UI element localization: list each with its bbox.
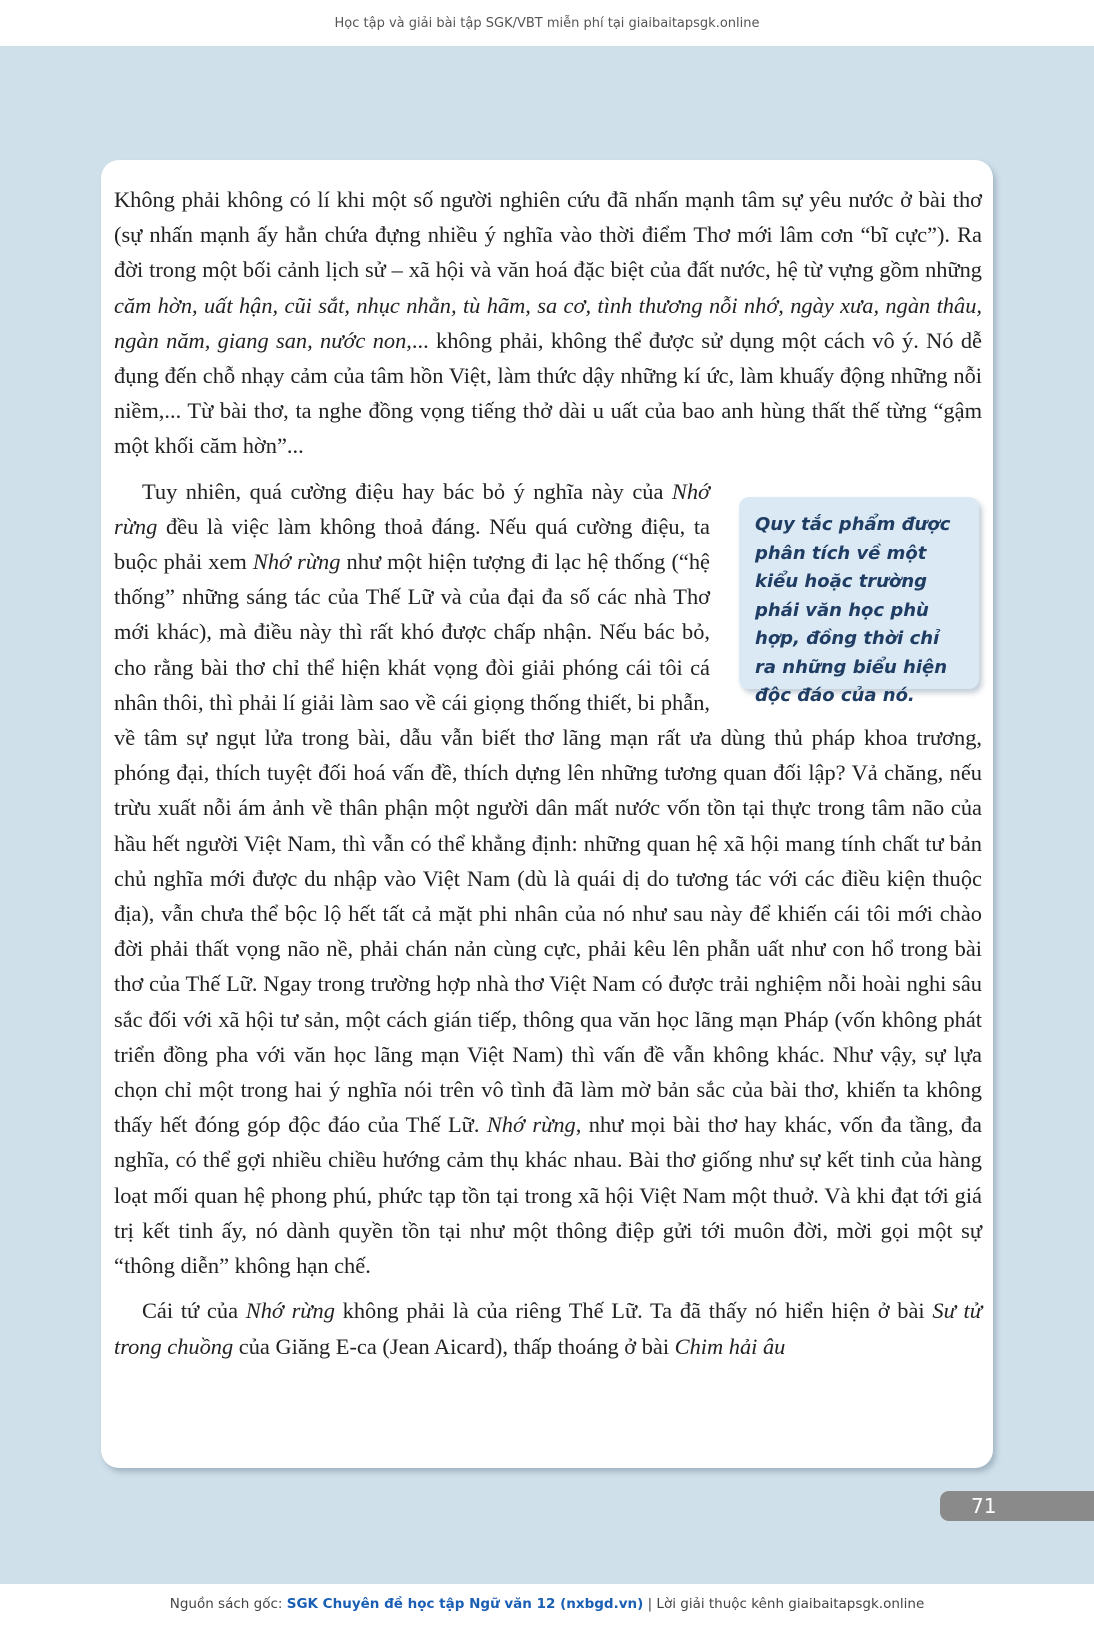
footer-source-link[interactable]: SGK Chuyên đề học tập Ngữ văn 12 (nxbgd.vn) [286, 1596, 644, 1612]
text-run: đều là việc làm không thoả đáng. Nếu quá cường điệu, ta buộc phải xem [114, 513, 710, 575]
text-run: Cái tứ của [142, 1298, 246, 1324]
text-run: không phải là của riêng Thế Lữ. Ta đã thấy nó hiển hiện ở bài [334, 1298, 933, 1324]
italic-run: Chim hải âu [674, 1333, 786, 1359]
text-run: của Giăng E-ca (Jean Aicard), thấp thoáng ở bài [233, 1333, 675, 1359]
italic-run: Nhớ rừng [486, 1112, 576, 1138]
top-banner: Học tập và giải bài tập SGK/VBT miễn phí tại giaibaitapsgk.online [0, 0, 1094, 46]
italic-run: Nhớ rừng [252, 549, 341, 575]
italic-run: căm hờn, uất hận, cũi sắt, nhục nhằn, tù hãm, sa cơ, tình thương nỗi nhớ, ngày xưa, ngàn thâu, ngàn năm, giang san, nước non [114, 292, 982, 353]
text-run: Tuy nhiên, quá cường điệu hay bác bỏ ý nghĩa này của [142, 478, 672, 504]
paragraph-1 [114, 182, 982, 464]
text-run: như một hiện tượng đi lạc hệ thống (“hệ thống” những sáng tác của Thế Lữ và của đại đa số các nhà Thơ mới khác), mà điều này thì rất khó được chấp nhận. Nếu bác bỏ, cho rằng bài thơ chỉ thể hiện khát vọng đòi giải phóng cái tôi cá nhân thôi, thì phải lí giải làm sao về cái giọng thống thiết, bi phẫn, về tâm sự ngụt lửa trong bài, dẫu vẫn biết thơ lãng mạn rất ưa dùng thủ pháp khoa trương, phóng đại, thích tuyệt đối hoá vấn đề, thích dựng lên những tương quan đối lập? Vả chăng, nếu trừu xuất nỗi ám ảnh về thân phận một người dân mất nước vốn tồn tại thực trong tâm não của hầu hết người Việt Nam, thì vẫn có thể khẳng định: những quan hệ xã hội mang tính chất tư bản chủ nghĩa mới được du nhập vào Việt Nam (dù là quái dị do tương tác với các điều kiện thuộc địa), vẫn chưa thể bộc lộ hết tất cả mặt phi nhân của nó như sau này để khiến cái tôi mới chào đời phải thất vọng não nề, phải chán nản cùng cực, phải kêu lên phẫn uất như con hổ trong bài thơ của Thế Lữ. Ngay trong trường hợp nhà thơ Việt Nam có được trải nghiệm nỗi hoài nghi sâu sắc đối với xã hội tư sản, một cách gián tiếp, thông qua văn học lãng mạn Pháp (vốn không phát triển đồng pha với văn học lãng mạn Việt Nam) thì vấn đề vẫn không khác. Như vậy, sự lựa chọn chỉ một trong hai ý nghĩa nói trên vô tình đã làm mờ bản sắc của bài thơ, khiến ta không thấy hết đóng góp độc đáo của Thế Lữ. [114, 549, 982, 1138]
page-number: 71 [940, 1491, 1094, 1521]
footer-suffix: | Lời giải thuộc kênh giaibaitapsgk.online [643, 1596, 925, 1612]
footer [0, 1584, 1094, 1626]
side-note-box: Quy tắc phẩm được phân tích về một kiểu hoặc trường phái văn học phù hợp, đồng thời chỉ ra những biểu hiện độc đáo của nó. [739, 497, 979, 689]
italic-run: Nhớ rừng [114, 478, 710, 539]
body-text [114, 182, 982, 1364]
text-run: , như mọi bài thơ hay khác, vốn đa tầng, đa nghĩa, có thể gợi nhiều chiều hướng cảm thụ khác nhau. Bài thơ giống như sự kết tinh của hàng loạt mối quan hệ phong phú, phức tạp tồn tại trong xã hội Việt Nam một thuở. Và khi đạt tới giá trị kết tinh ấy, nó dành quyền tồn tại như một thông điệp gửi tới muôn đời, mời gọi một sự “thông diễn” không hạn chế. [114, 1112, 982, 1279]
footer-prefix: Nguồn sách gốc: [169, 1596, 287, 1612]
text-run: Không phải không có lí khi một số người nghiên cứu đã nhấn mạnh tâm sự yêu nước ở bài thơ (sự nhấn mạnh ấy hẳn chứa đựng nhiều ý nghĩa vào thời điểm Thơ mới lâm cơn “bĩ cực”). Ra đời trong một bối cảnh lịch sử – xã hội và văn hoá đặc biệt của đất nước, hệ từ vựng gồm những [114, 187, 982, 283]
text-run: ,... không phải, không thể được sử dụng một cách vô ý. Nó dễ đụng đến chỗ nhạy cảm của tâm hồn Việt, làm thức dậy những kí ức, làm khuấy động những nỗi niềm,... Từ bài thơ, ta nghe đồng vọng tiếng thở dài u uất của bao anh hùng thất thế từng “gậm một khối căm hờn”... [114, 327, 982, 459]
italic-run: Sư tử trong chuồng [114, 1298, 982, 1359]
paragraph-3 [114, 1293, 982, 1363]
italic-run: Nhớ rừng [245, 1298, 335, 1324]
